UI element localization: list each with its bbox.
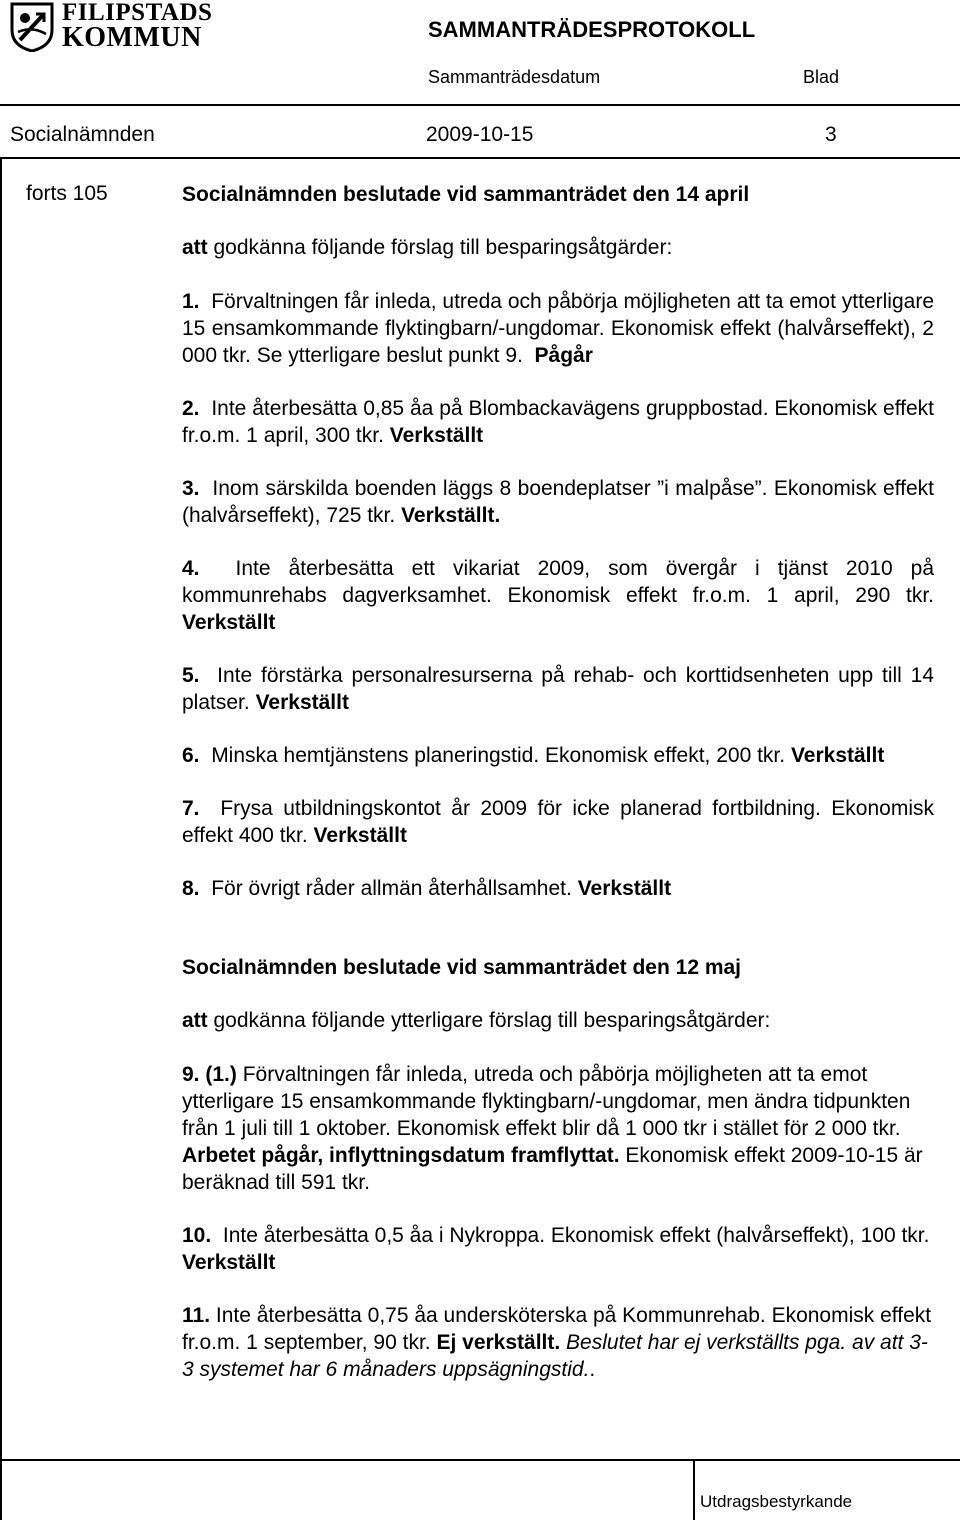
list-item: 7. Frysa utbildningskontot år 2009 för icke planerad fortbildning. Ekonomisk effekt 400 tkr. Verkställt	[182, 797, 934, 847]
protocol-body	[182, 179, 934, 1383]
status-note: Beslutet har ej verkställts pga. av att 3-3 systemet har 6 månaders uppsägningstid.	[182, 1331, 928, 1381]
footer-attestation-label: Utdragsbestyrkande	[700, 1492, 853, 1511]
status-label: Verkställt	[790, 744, 885, 767]
list-item: 2. Inte återbesätta 0,85 åa på Blombackavägens gruppbostad. Ekonomisk effekt fr.o.m. 1 april, 300 tkr. Verkställt	[182, 397, 935, 447]
list-item: 9. (1.) Förvaltningen får inleda, utreda och påbörja möjligheten att ta emot ytterligare 15 ensamkommande flyktingbarn/-ungdomar, men ändra tidpunkten från 1 juli till 1 oktober. Ekonomisk effekt blir då 1 000 tkr i stället för 2 000 tkr. Arbetet pågår, inflyttningsdatum framflyttat. Ekonomisk effekt 2009-10-15 är beräknad till 591 tkr.	[182, 1063, 923, 1194]
status-label: Verkställt	[182, 1251, 276, 1274]
document-title: SAMMANTRÄDESPROTOKOLL	[428, 17, 756, 42]
list-item: 6. Minska hemtjänstens planeringstid. Ekonomisk effekt, 200 tkr. Verkställt	[182, 744, 885, 767]
list-item: 5. Inte förstärka personalresurserna på rehab- och korttidsenheten upp till 14 platser. Verkställt	[182, 664, 934, 714]
left-border	[0, 157, 2, 1520]
status-label: Verkställt	[389, 424, 484, 447]
footer-divider	[693, 1459, 695, 1520]
footer-rule	[0, 1459, 960, 1461]
status-label: Arbetet pågår, inflyttningsdatum framflyttat.	[182, 1144, 620, 1167]
may-decision-heading: Socialnämnden beslutade vid sammanträdet den 12 maj	[182, 956, 742, 979]
page-header	[0, 0, 960, 100]
header-top-rule	[0, 104, 960, 106]
may-intro	[182, 1007, 934, 1034]
april-intro	[182, 234, 934, 261]
list-item: 4. Inte återbesätta ett vikariat 2009, som övergår i tjänst 2010 på kommunrehabs dagverksamhet. Ekonomisk effekt fr.o.m. 1 april, 290 tkr. Verkställt	[182, 557, 935, 634]
committee-name: Socialnämnden	[10, 123, 155, 146]
header-bottom-rule	[0, 157, 960, 159]
meeting-date-label: Sammanträdesdatum	[428, 67, 601, 87]
att-keyword: att	[182, 236, 208, 259]
list-item: 10. Inte återbesätta 0,5 åa i Nykroppa. Ekonomisk effekt (halvårseffekt), 100 tkr. Verkställt	[182, 1224, 930, 1274]
page-number: 3	[825, 123, 837, 146]
list-item: 3. Inom särskilda boenden läggs 8 boendeplatser ”i malpåse”. Ekonomisk effekt (halvårseffekt), 725 tkr. Verkställt.	[182, 477, 934, 527]
meeting-date: 2009-10-15	[426, 123, 534, 146]
status-label: Verkställt	[255, 691, 349, 714]
status-label: Verkställt	[577, 877, 672, 900]
page-label: Blad	[803, 67, 840, 87]
april-intro-text: godkänna följande förslag till besparingsåtgärder:	[207, 236, 673, 259]
section-reference: forts 105	[26, 182, 108, 205]
logo-text-line1: FILIPSTADS	[62, 0, 213, 26]
coat-of-arms-icon	[10, 2, 54, 52]
municipality-logo	[10, 0, 213, 53]
list-item: 8. För övrigt råder allmän återhållsamhet. Verkställt	[182, 877, 672, 900]
list-item: 11. Inte återbesätta 0,75 åa undersköterska på Kommunrehab. Ekonomisk effekt fr.o.m. 1 september, 90 tkr. Ej verkställt. Beslutet har ej verkställts pga. av att 3-3 systemet har 6 månaders uppsägningstid..	[182, 1304, 932, 1381]
list-item: 1. Förvaltningen får inleda, utreda och påbörja möjligheten att ta emot ytterligare 15 ensamkommande flyktingbarn/-ungdomar. Ekonomisk effekt (halvårseffekt), 2 000 tkr. Se ytterligare beslut punkt 9. Pågår	[182, 290, 934, 367]
logo-text-line2: KOMMUN	[62, 22, 202, 53]
status-label: Verkställt.	[401, 504, 501, 527]
may-intro-text: godkänna följande ytterligare förslag till besparingsåtgärder:	[207, 1009, 771, 1032]
status-label: Verkställt	[182, 611, 276, 634]
status-label: Ej verkställt.	[436, 1331, 561, 1354]
status-label: Pågår	[534, 344, 593, 367]
att-keyword: att	[182, 1009, 208, 1032]
april-decision-heading: Socialnämnden beslutade vid sammanträdet den 14 april	[182, 183, 750, 206]
status-label: Verkställt	[313, 824, 407, 847]
